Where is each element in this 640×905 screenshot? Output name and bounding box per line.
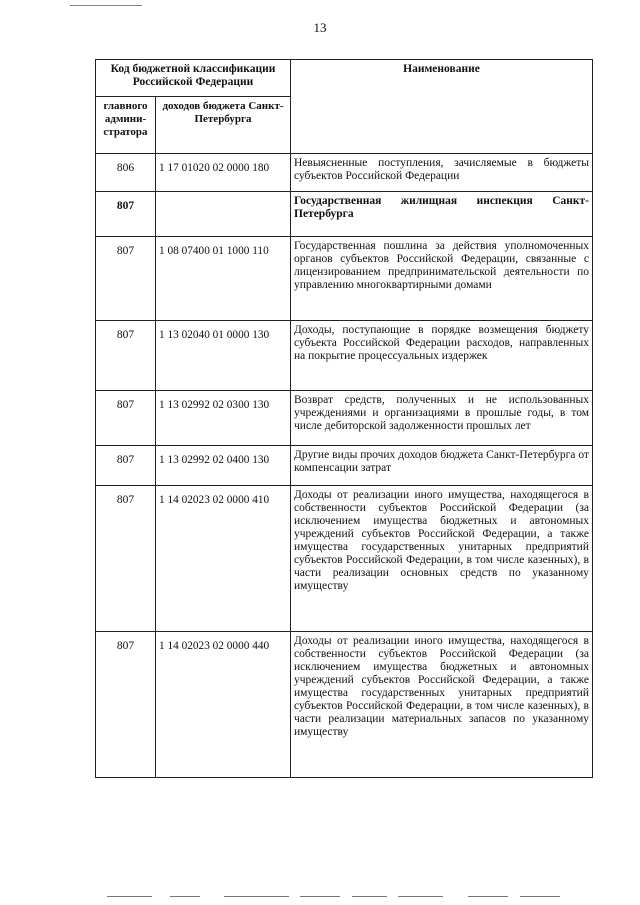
- table-row: [96, 446, 593, 486]
- header-classification-code: Код бюджетной классификации Российской Федерации: [96, 60, 291, 97]
- top-rule: [70, 5, 142, 6]
- admin-code-cell: 807: [96, 321, 156, 391]
- income-code-cell: 1 08 07400 01 1000 110: [156, 237, 291, 321]
- admin-code-cell: 807: [96, 486, 156, 632]
- budget-classification-table: [95, 59, 593, 778]
- table-row: [96, 632, 593, 778]
- admin-code-cell: 807: [96, 391, 156, 446]
- header-main-administrator: главного админи-стратора: [96, 97, 156, 154]
- income-code-cell: 1 14 02023 02 0000 410: [156, 486, 291, 632]
- name-cell: Другие виды прочих доходов бюджета Санкт-Петербурга от компенсации затрат: [291, 446, 593, 486]
- name-cell: Государственная жилищная инспекция Санкт-Петербурга: [291, 192, 593, 237]
- name-cell: Доходы от реализации иного имущества, находящегося в собственности субъектов Российской Федерации (за исключением имущества бюджетных и автономных учреждений субъектов Российской Федерации, а также имущества государственных унитарных предприятий субъектов Российской Федерации, в том числе казенных), в части реализации основных средств по указанному имуществу: [291, 486, 593, 632]
- income-code-cell: 1 13 02992 02 0400 130: [156, 446, 291, 486]
- income-code-cell: 1 13 02992 02 0300 130: [156, 391, 291, 446]
- header-name: Наименование: [291, 60, 593, 154]
- name-cell: Невыясненные поступления, зачисляемые в бюджеты субъектов Российской Федерации: [291, 154, 593, 192]
- footer-marks: [0, 896, 640, 899]
- table-row: [96, 237, 593, 321]
- income-code-cell: 1 13 02040 01 0000 130: [156, 321, 291, 391]
- table-row: [96, 154, 593, 192]
- income-code-cell: [156, 192, 291, 237]
- admin-code-cell: 807: [96, 237, 156, 321]
- page-number: 13: [313, 20, 327, 35]
- admin-code-cell: 807: [96, 192, 156, 237]
- header-budget-income: доходов бюджета Санкт-Петербурга: [156, 97, 291, 154]
- name-cell: Возврат средств, полученных и не использованных учреждениями и организациями в прошлые годы, в том числе дебиторской задолженности прошлых лет: [291, 391, 593, 446]
- name-cell: Доходы, поступающие в порядке возмещения бюджету субъекта Российской Федерации расходов, направленных на покрытие процессуальных издержек: [291, 321, 593, 391]
- income-code-cell: 1 14 02023 02 0000 440: [156, 632, 291, 778]
- name-cell: Государственная пошлина за действия уполномоченных органов субъектов Российской Федерации, связанные с лицензированием предпринимательской деятельности по управлению многоквартирными домами: [291, 237, 593, 321]
- admin-code-cell: 806: [96, 154, 156, 192]
- name-cell: Доходы от реализации иного имущества, находящегося в собственности субъектов Российской Федерации (за исключением имущества бюджетных и автономных учреждений субъектов Российской Федерации, а также имущества государственных унитарных предприятий субъектов Российской Федерации, в том числе казенных), в части реализации материальных запасов по указанному имуществу: [291, 632, 593, 778]
- table-row: [96, 192, 593, 237]
- admin-code-cell: 807: [96, 632, 156, 778]
- income-code-cell: 1 17 01020 02 0000 180: [156, 154, 291, 192]
- table-row: [96, 486, 593, 632]
- table-row: [96, 391, 593, 446]
- admin-code-cell: 807: [96, 446, 156, 486]
- table-row: [96, 321, 593, 391]
